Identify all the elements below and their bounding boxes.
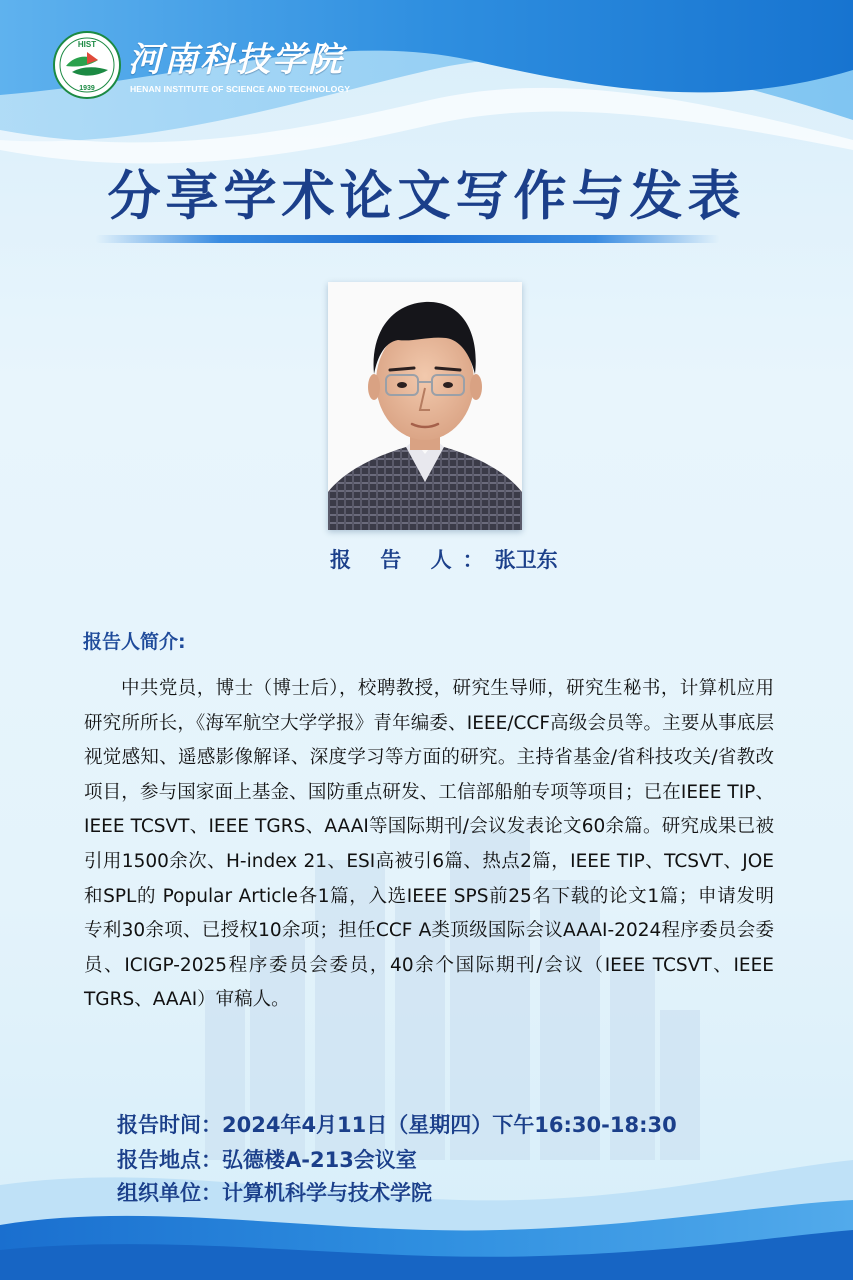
school-name-en: HENAN INSTITUTE OF SCIENCE AND TECHNOLOGY	[130, 84, 351, 94]
speaker-name: 张卫东	[494, 548, 558, 572]
logo-badge-text: HIST	[77, 40, 97, 49]
talk-place: 报告地点：弘德楼A-213会议室	[117, 1148, 417, 1172]
school-name-cn: 河南科技学院	[128, 40, 344, 80]
talk-time: 报告时间：2024年4月11日（星期四）下午16:30-18:30	[117, 1113, 677, 1137]
poster-title: 分享学术论文写作与发表	[107, 166, 746, 227]
logo-year-text: 1939	[79, 85, 95, 92]
speaker-label: 报 告 人：	[330, 548, 495, 572]
intro-heading: 报告人简介:	[83, 631, 186, 653]
speaker-portrait	[328, 282, 522, 530]
intro-body: 中共党员，博士（博士后），校聘教授，研究生导师，研究生秘书，计算机应用研究所所长，《海军航空大学学报》青年编委、IEEE/CCF高级会员等。主要从事底层视觉感知、遥感影像解译、深度学习等方面的研究。主持省基金/省科技攻关/省教改项目，参与国家面上基金、国防重点研发、工信部船舶专项等项目；已在IEEE TIP、IEEE TCSVT、IEEE TGRS、AAAI等国际期刊/会议发表论文60余篇。研究成果已被引用1500余次、H-index 21、ESI高被引6篇、热点2篇，IEEE TIP、TCSVT、JOE和SPL的 Popular Article各1篇，入选IEEE SPS前25名下载的论文1篇；申请发明专利30余项、已授权10余项；担任CCF A类顶级国际会议AAAI-2024程序委员会委员、ICIGP-2025程序委员会委员，40余个国际期刊/会议（IEEE TCSVT、IEEE TGRS、AAAI）审稿人。	[84, 678, 774, 1011]
talk-organizer: 组织单位：计算机科学与技术学院	[117, 1181, 432, 1205]
hist-emblem-icon	[52, 30, 122, 100]
title-underline	[95, 235, 720, 243]
speaker-line	[330, 545, 570, 575]
